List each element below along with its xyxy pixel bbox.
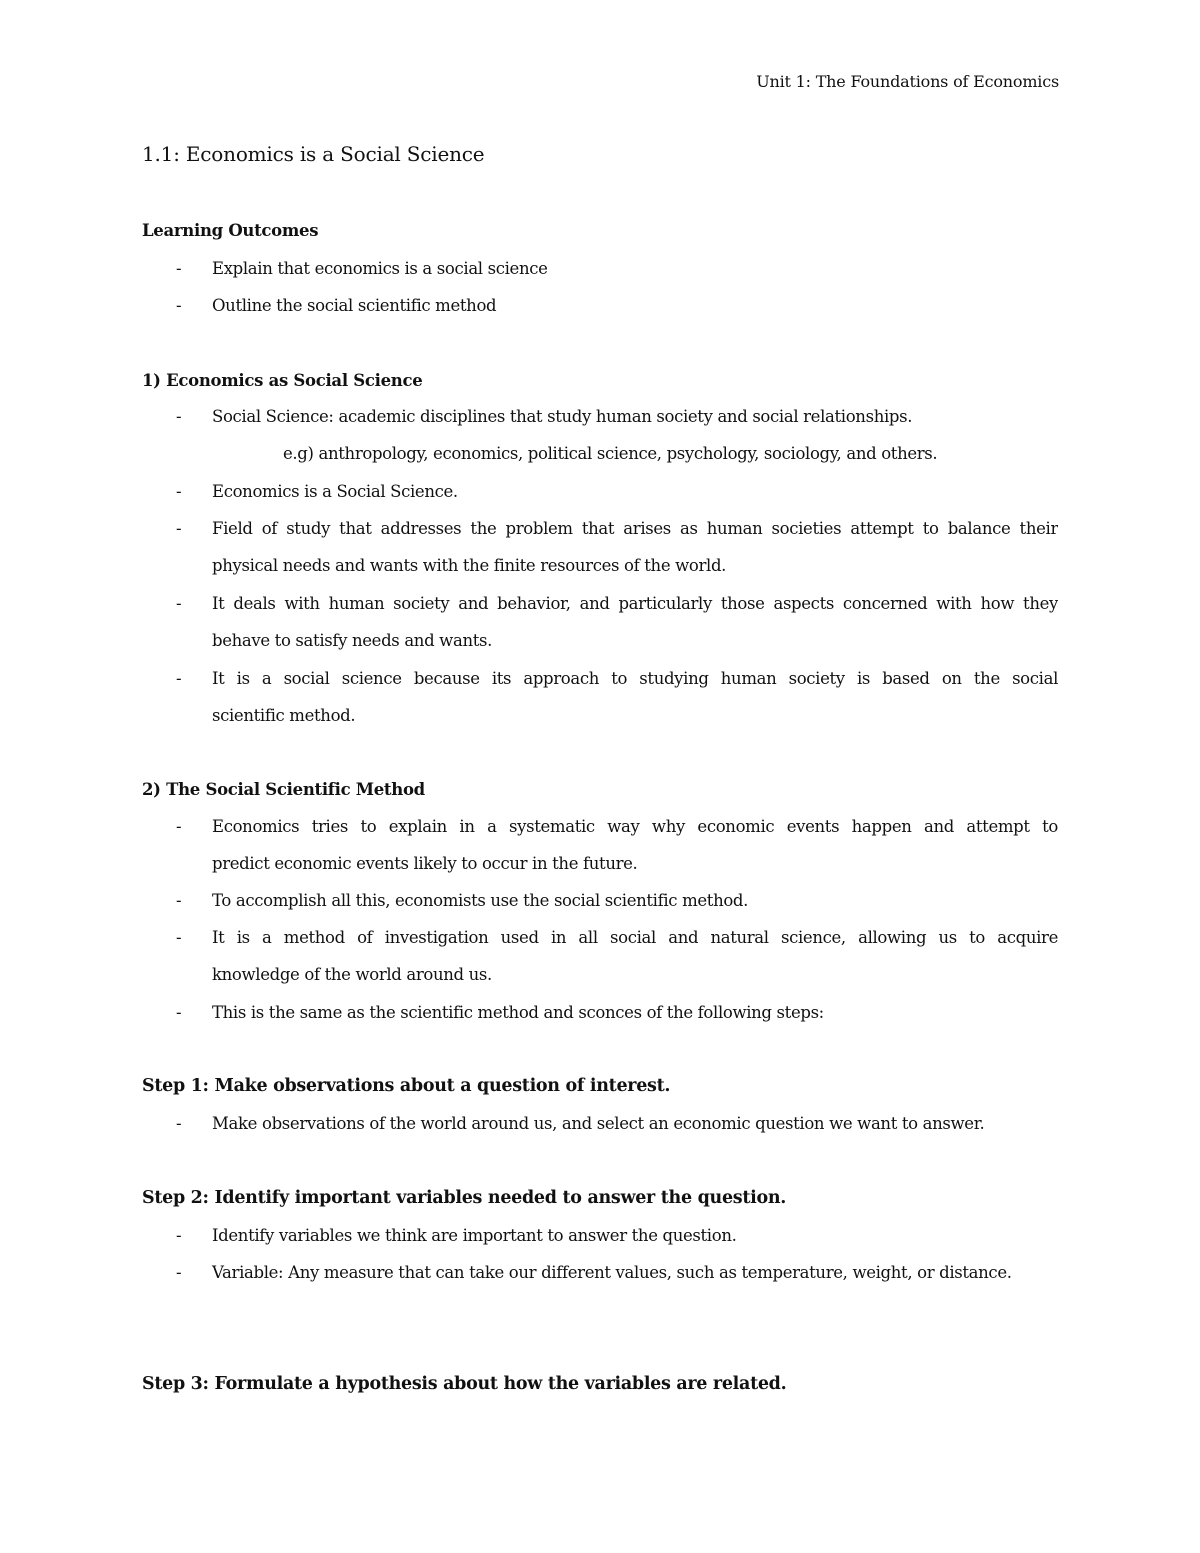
list-item-text: Outline the social scientific method xyxy=(212,296,497,315)
list-item-text: This is the same as the scientific method and sconces of the following steps: xyxy=(212,1003,824,1022)
bullet-dash: - xyxy=(176,817,182,836)
bullet-dash: - xyxy=(176,407,182,426)
list-item-text: It is a method of investigation used in all social and natural science, allowing us to acquire xyxy=(212,928,1058,947)
list-item-text: To accomplish all this, economists use the social scientific method. xyxy=(212,891,749,910)
step-heading: Step 2: Identify important variables needed to answer the question. xyxy=(142,1188,787,1208)
list-item-text: It is a social science because its approach to studying human society is based on the social xyxy=(212,669,1058,688)
step-heading: Step 1: Make observations about a question of interest. xyxy=(142,1076,671,1096)
list-item-text: Identify variables we think are important to answer the question. xyxy=(212,1226,737,1245)
section-heading: 2) The Social Scientific Method xyxy=(142,780,425,799)
list-item-text-continued: behave to satisfy needs and wants. xyxy=(212,631,493,650)
bullet-dash: - xyxy=(176,296,182,315)
section-heading: 1) Economics as Social Science xyxy=(142,371,423,390)
list-item-text: Field of study that addresses the problem that arises as human societies attempt to balance their xyxy=(212,519,1058,538)
bullet-dash: - xyxy=(176,1114,182,1133)
list-item-text-continued: predict economic events likely to occur in the future. xyxy=(212,854,638,873)
list-item-text: Economics tries to explain in a systematic way why economic events happen and attempt to xyxy=(212,817,1058,836)
list-item-text: Economics is a Social Science. xyxy=(212,482,458,501)
list-item-text: Make observations of the world around us, and select an economic question we want to answer. xyxy=(212,1114,985,1133)
bullet-dash: - xyxy=(176,1226,182,1245)
list-item-text: Explain that economics is a social science xyxy=(212,259,548,278)
bullet-dash: - xyxy=(176,594,182,613)
list-item-text: Variable: Any measure that can take our different values, such as temperature, weight, or distance. xyxy=(212,1263,1012,1282)
bullet-dash: - xyxy=(176,259,182,278)
list-item-text-continued: knowledge of the world around us. xyxy=(212,965,492,984)
page-title: 1.1: Economics is a Social Science xyxy=(142,142,485,166)
bullet-dash: - xyxy=(176,928,182,947)
step-heading: Step 3: Formulate a hypothesis about how the variables are related. xyxy=(142,1374,787,1394)
bullet-dash: - xyxy=(176,1263,182,1282)
bullet-dash: - xyxy=(176,891,182,910)
list-item-text: Social Science: academic disciplines that study human society and social relationships. xyxy=(212,407,913,426)
bullet-dash: - xyxy=(176,519,182,538)
list-item-text-continued: physical needs and wants with the finite resources of the world. xyxy=(212,556,727,575)
list-item-text-continued: scientific method. xyxy=(212,706,356,725)
running-header: Unit 1: The Foundations of Economics xyxy=(756,72,1059,91)
bullet-dash: - xyxy=(176,1003,182,1022)
bullet-dash: - xyxy=(176,669,182,688)
learning-outcomes-heading: Learning Outcomes xyxy=(142,221,319,240)
example-text: e.g) anthropology, economics, political science, psychology, sociology, and others. xyxy=(283,444,938,463)
list-item-text: It deals with human society and behavior, and particularly those aspects concerned with how they xyxy=(212,594,1058,613)
bullet-dash: - xyxy=(176,482,182,501)
